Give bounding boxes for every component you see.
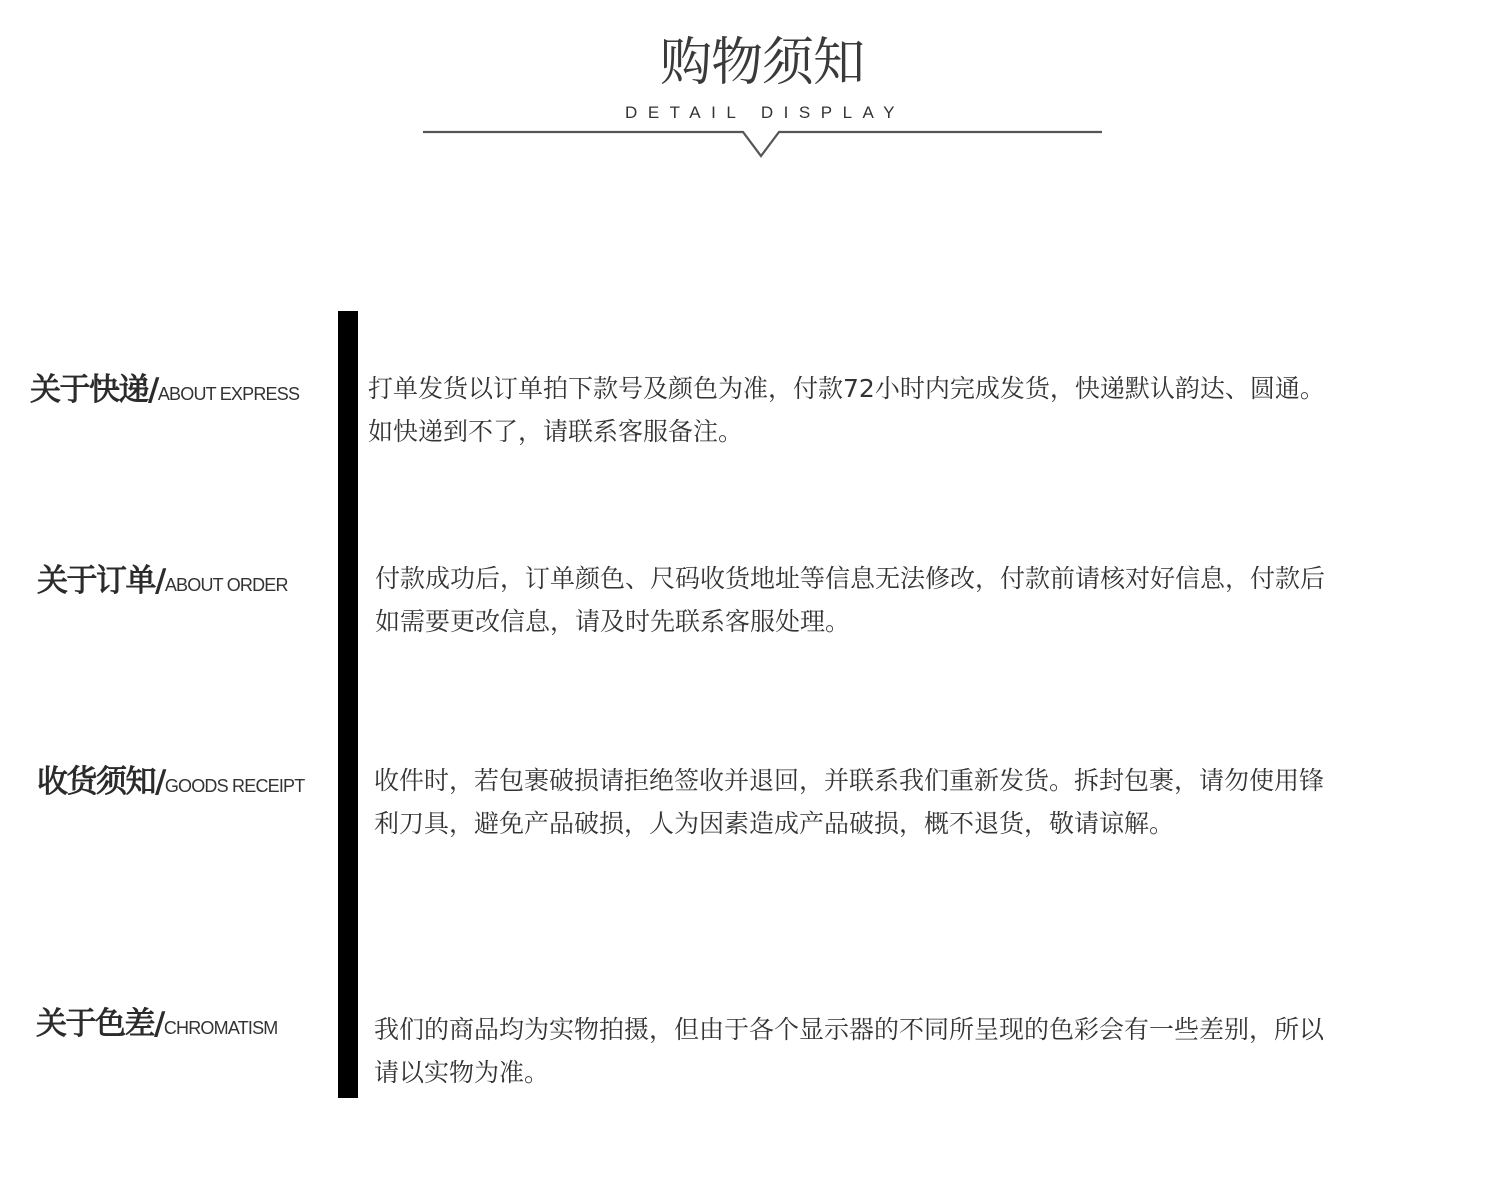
section-label-en: CHROMATISM (163, 1018, 278, 1038)
page-subtitle: DETAIL DISPLAY (625, 103, 905, 122)
section-text-chromatism (374, 1008, 1324, 1094)
section-label-order (37, 555, 288, 600)
section-text-order (375, 557, 1325, 643)
section-text-receipt (374, 759, 1324, 845)
section-divider-bar (338, 311, 358, 1098)
title-divider-with-notch (420, 122, 1110, 164)
section-label-express (30, 364, 299, 409)
text-line: 打单发货以订单拍下款号及颜色为准，付款72小时内完成发货，快递默认韵达、圆通。 (368, 374, 1325, 403)
text-line: 请以实物为准。 (374, 1058, 550, 1087)
section-label-zh: 关于订单/ (37, 563, 165, 599)
page-title: 购物须知 (659, 33, 864, 93)
section-text-express (368, 367, 1325, 453)
section-label-en: ABOUT EXPRESS (157, 384, 300, 404)
text-line: 利刀具，避免产品破损，人为因素造成产品破损，概不退货，敬请谅解。 (374, 809, 1175, 838)
text-line: 付款成功后，订单颜色、尺码收货地址等信息无法修改，付款前请核对好信息，付款后 (375, 564, 1326, 593)
section-label-en: GOODS RECEIPT (164, 776, 305, 796)
section-label-zh: 收货须知/ (37, 764, 165, 800)
text-line: 我们的商品均为实物拍摄，但由于各个显示器的不同所呈现的色彩会有一些差别，所以 (374, 1015, 1325, 1044)
section-label-zh: 关于色差/ (36, 1006, 164, 1042)
section-label-receipt (37, 756, 304, 801)
section-label-en: ABOUT ORDER (164, 575, 288, 595)
text-line: 如快递到不了，请联系客服备注。 (368, 417, 744, 446)
section-label-zh: 关于快递/ (30, 372, 158, 408)
text-line: 收件时，若包裹破损请拒绝签收并退回，并联系我们重新发货。拆封包裹，请勿使用锋 (374, 766, 1325, 795)
section-label-chromatism (36, 998, 278, 1043)
text-line: 如需要更改信息，请及时先联系客服处理。 (375, 607, 851, 636)
